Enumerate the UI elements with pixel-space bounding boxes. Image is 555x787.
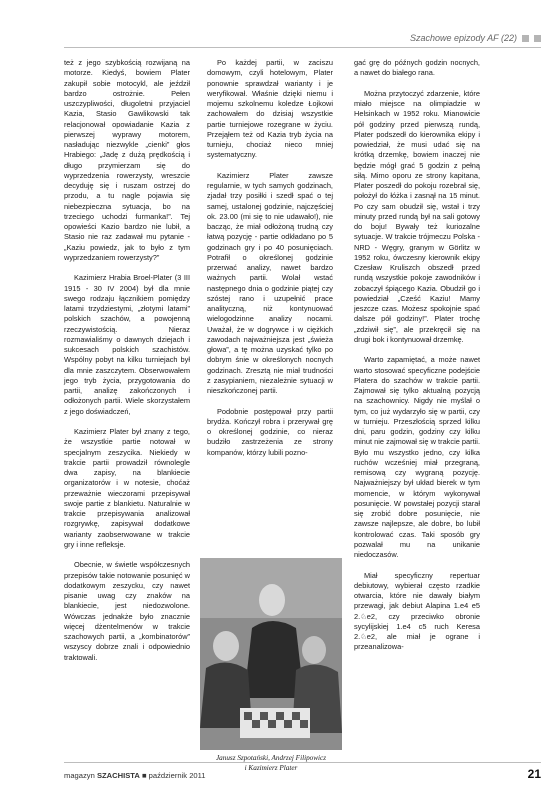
- header-divider: [64, 47, 541, 48]
- running-header: [410, 33, 541, 43]
- caption-line: Janusz Szpotański, Andrzej Filipowicz: [215, 754, 327, 762]
- footer-issue: październik 2011: [148, 771, 206, 780]
- footer-magazine-name: SZACHISTA: [96, 771, 140, 780]
- caption-line: i Kazimierz Plater: [244, 763, 298, 772]
- header-square-icon: [534, 35, 541, 42]
- text-column-3: [354, 58, 480, 663]
- paragraph: gać grę do późnych godzin nocnych, a nawet do białego rana.: [354, 58, 480, 78]
- paragraph: Obecnie, w świetle współczesnych przepisów takie notowanie posunięć w dodatkowym zeszycku, czy nawet pisanie uwag czy znaków na blankiecie, jest niedozwolone. Wówczas jednakże było znacznie więcej dżentelmenów w trakcie szachowych partii, a „kombinatorów” wszyscy dobrze znali i odpowiednio traktowali.: [64, 560, 190, 662]
- paragraph: też z jego szybkością rozwijaną na motorze. Kiedyś, bowiem Plater zakupił sobie motocykl, ale jeździł bardzo ostrożnie. Pełen uszczypliwości, długoletni przyjaciel Kazia, Stasio Gawlikowski tak relacjonował opowiadanie Kazia z pierwszej wyprawy motorem, nasładując niezwykle „cienki” głos Hrabiego: „Jadę z dużą prędkością i długo przymierzam się do wyprzedzenia rowerzysty, wreszcie decyduję się i ruszam ostrzej do przodu, a tu nagle pojawia się niebezpieczna sytuacja, bo na trzeciego uchodzi furmanka!”. Tej opowieści Kazio bardzo nie lubił, a Stasio nie raz zadawał mu pytanie - „Kaziu powiedz, jak to było z tym wyprzedzaniem rowerzysty?”: [64, 58, 190, 262]
- footer-publication: [64, 771, 206, 780]
- paragraph: Podobnie postępował przy partii brydża. Kończył robra i przerywał grę o określonej godzinie, co nieraz budziło zastrzeżenia ze strony kompanów, którzy lubili pozno-: [207, 406, 333, 457]
- page-number: 21: [527, 767, 541, 781]
- paragraph: Warto zapamiętać, a może nawet warto stosować specyficzne podejście Platera do szachów w trakcie partii. Zajmował się tylko aktualną pozycją na szachownicy. Nigdy nie myślał o tym, co już wydarzyło się w partii, czy w turnieju. Przeszłością sprzed kilku dni, paru godzin, godziny czy kilku minut nie zajmował się w trakcie partii. Było mu wszystko jedno, czy kilka ruchów wcześniej miał przegraną, remisową czy wygraną pozycję. Najważniejszy był układ bierek w tym momencie, w którym wykonywał posunięcie. W powstałej pozycji starał się zrobić dobre posunięcie, nie zawsze najlepsze, ale dobre, bo lubił kontrolować czas. Taki sposób gry pozwalał mu na unikanie niedoczasów.: [354, 355, 480, 560]
- footer-separator: ■: [141, 771, 149, 780]
- paragraph: Kazimierz Plater zawsze regularnie, w tych samych godzinach, zjadał trzy posiłki i szedł spać o tej samej, ustalonej godzinie, najczęściej ok. 23.00 (mi się to nie udawało!), nie bacząc, że miał odłożoną trudną czy łatwą pozycję - partie odkładano po 5 godzinach gry i po 40 posunięciach. Potrafił o określonej godzinie przerwać analizy, nawet bardzo ważnych partii. Wolał wstać następnego dnia o godzinie piątej czy szóstej rano i uzupełnić prace analityczną, niż kontynuować wielogodzinne analizy nocami. Uważał, że w dogrywce i w ciężkich zawodach najważniejsza jest „świeża głowa”, a tę można uzyskać tylko po dobrym śnie w określonych nocnych godzinach. Zresztą nie miał trudności z zasypianiem, niezależnie sytuacji w nieszkończonej partii.: [207, 170, 333, 396]
- photo-figure: [200, 558, 342, 773]
- page-footer: [64, 762, 541, 781]
- paragraph: Po każdej partii, w zaciszu domowym, czyli hotelowym, Plater ponownie sprawdzał warianty i je weryfikował. Właśnie dzięki niemu i mojemu szkolnemu koledze Łojkowi zachowałem do dzisiaj wszystkie partie turniejowe rozegrane w życiu. Przejąłem też od Kazia tryb życia na turnieju, chociaż nieco mniej systematyczny.: [207, 58, 333, 160]
- text-column-2: [207, 58, 333, 468]
- chess-players-photo: [200, 558, 342, 750]
- section-title: Szachowe epizody AF (22): [409, 33, 517, 43]
- header-square-icon: [522, 35, 529, 42]
- text-column-1: [64, 58, 190, 673]
- paragraph: Można przytoczyć zdarzenie, które miało miejsce na olimpiadzie w Helsinkach w 1952 roku. Mianowicie pół godziny przed pierwszą rundą, Plater podszedł do kierownika ekipy i powiedział, że musi udać się na krótką drzemkę, bowiem inaczej nie będzie mógł grać 5 godzin z pełną siłą. Mimo oporu ze strony kapitana, Plater poszedł do pokoju rozebrał się, położył do łóżka i zasnął na 15 minut. Po czy sam obudził się, wstał i trzy minuty przed rundą był na sali gotowy do boju! Bywały też kuriozalne sytuacje. W trakcie trójmeczu Polska - NRD - Węgry, granym w Görlitz w 1952 roku, ówczesny kierownik ekipy Czesław Kruliszch obszedł przed rundą wszystkie pokoje zawodników i zobaczył śpiącego Kazia. Obudził go i powiedział „Cześć Kaziu! Mamy jeszcze czas. Możesz spokojnie spać dalsze pół godziny!”. Plater trochę „zdziwił się”, ale przekręcił się na drugi bok i kontynuował drzemkę.: [354, 88, 480, 344]
- paragraph: Miał specyficzny repertuar debiutowy, wybierał często rzadkie otwarcia, które nie dawały białym przewagi, jak debiut Alapina 1.e4 e5 2.♘e2, czy przeciwko obronie sycylijskiej 1.e4 c5 ruch Keresa 2.♘e2, ale miał je ograne i przeanalizowa-: [354, 570, 480, 652]
- paragraph: Kazimierz Hrabia Broel-Plater (3 III 1915 - 30 IV 2004) był dla mnie swego rodzaju łącznikiem pomiędzy latami trzydziestymi, „złotymi latami” polskich szachów, a powojenną rzeczywistością. Nieraz rozmawialiśmy o dawnych dziejach i sukcesach polskich szachistów. Wspólny pobyt na kilku turniejach był dla mnie zaszczytem. Obserwowałem jego tryb życia, przygotowania do partii, analizę zakończonych i odłożonych partii. Wiele skorzystałem z jego doświadczeń,: [64, 273, 190, 416]
- paragraph: Kazimierz Plater był znany z tego, że wszystkie partie notował w specjalnym zeszycika. Niekiedy w trakcie partii prowadził równolegle dwa zapisy, na blankiecie organizatorów i w notesie, choćaż przeważnie wieczorami przepisywał swoje partie z blankietu. Naturalnie w trakcie przepisywania analizował rozgrywkę, zapisywał dodatkowe warianty zaobserwowane w trakcie gry i inne refleksje.: [64, 427, 190, 549]
- footer-magazine-prefix: magazyn: [64, 771, 95, 780]
